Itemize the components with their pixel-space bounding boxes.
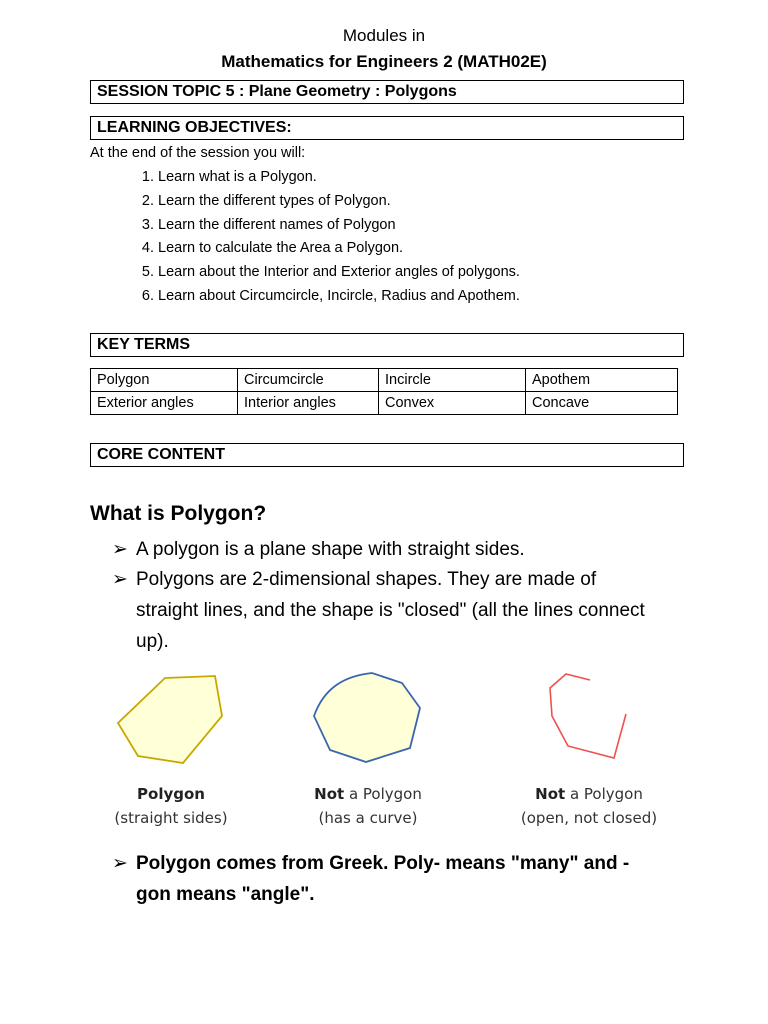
bullet-item: ➢ Polygon comes from Greek. Poly- means "many" and -gon means "angle".	[112, 848, 656, 910]
curved-shape	[314, 673, 420, 762]
table-cell: Apothem	[526, 369, 678, 392]
table-cell: Convex	[379, 392, 526, 415]
key-terms-heading: KEY TERMS	[90, 333, 684, 357]
table-row	[91, 369, 678, 392]
table-row	[91, 392, 678, 415]
open-shape	[550, 674, 626, 758]
course-title: Mathematics for Engineers 2 (MATH02E)	[221, 52, 547, 71]
table-cell: Interior angles	[238, 392, 379, 415]
table-cell: Concave	[526, 392, 678, 415]
polygon-shape-figure	[110, 668, 230, 768]
objective-item: 5. Learn about the Interior and Exterior angles of polygons.	[158, 261, 520, 285]
objectives-intro: At the end of the session you will:	[90, 145, 306, 161]
bullet-item: ➢ A polygon is a plane shape with straight sides.	[112, 534, 525, 565]
module-heading: Modules in	[342, 26, 426, 45]
arrow-bullet-icon: ➢	[112, 569, 128, 590]
arrow-bullet-icon: ➢	[112, 853, 128, 874]
figure-caption: Polygon (straight sides)	[114, 785, 228, 827]
polygon-shape	[118, 676, 222, 763]
section-title: What is Polygon?	[90, 502, 267, 525]
table-cell: Polygon	[91, 369, 238, 392]
table-cell: Circumcircle	[238, 369, 379, 392]
table-cell: Incircle	[379, 369, 526, 392]
table-cell: Exterior angles	[91, 392, 238, 415]
bullet-item: ➢ Polygons are 2-dimensional shapes. They are made of straight lines, and the shape is "closed" (all the lines connect up).	[112, 564, 656, 657]
objective-item: 2. Learn the different types of Polygon.	[158, 190, 520, 214]
objective-item: 6. Learn about Circumcircle, Incircle, Radius and Apothem.	[158, 285, 520, 309]
objective-item: 4. Learn to calculate the Area a Polygon.	[158, 237, 520, 261]
figure-caption: Not a Polygon (has a curve)	[314, 785, 422, 827]
objectives-list	[122, 166, 520, 309]
learning-objectives-heading: LEARNING OBJECTIVES:	[90, 116, 684, 140]
objective-item: 3. Learn the different names of Polygon	[158, 214, 520, 238]
arrow-bullet-icon: ➢	[112, 539, 128, 560]
core-content-heading: CORE CONTENT	[90, 443, 684, 467]
figure-caption: Not a Polygon (open, not closed)	[520, 785, 658, 827]
session-topic-box: SESSION TOPIC 5 : Plane Geometry : Polygons	[90, 80, 684, 104]
curved-shape-figure	[306, 668, 428, 768]
objective-item: 1. Learn what is a Polygon.	[158, 166, 520, 190]
open-shape-figure	[540, 668, 632, 768]
key-terms-table	[90, 368, 678, 415]
